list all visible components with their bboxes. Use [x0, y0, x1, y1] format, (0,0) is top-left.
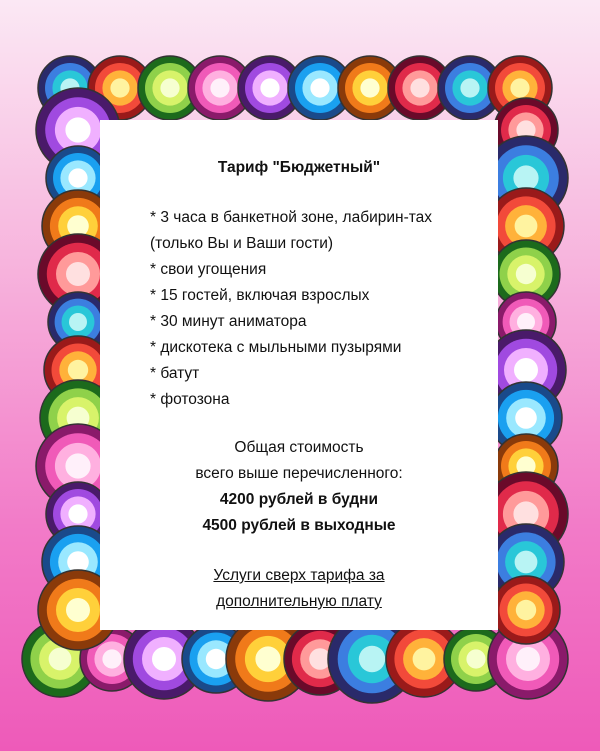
item-trampoline: * батут	[150, 365, 200, 382]
item-treats: * свои угощения	[150, 261, 267, 278]
item-banquet: * 3 часа в банкетной зоне, лабирин-тах	[150, 209, 433, 226]
item-photozone: * фотозона	[150, 391, 230, 408]
item-guests: * 15 гостей, включая взрослых	[150, 287, 370, 304]
bubble-41	[492, 576, 560, 644]
tariff-title: Тариф "Бюджетный"	[217, 159, 381, 176]
price-label: Общая стоимость	[234, 439, 364, 456]
price-weekend: 4500 рублей в выходные	[202, 517, 396, 534]
extra-services-note: Услуги сверх тарифа за	[213, 567, 385, 584]
tariff-card	[100, 120, 498, 630]
price-label-2: всего выше перечисленного:	[195, 465, 403, 482]
extra-services-note-2: дополнительную плату	[216, 593, 382, 610]
item-banquet-note: (только Вы и Ваши гости)	[150, 235, 334, 252]
item-animator: * 30 минут аниматора	[150, 313, 307, 330]
price-weekday: 4200 рублей в будни	[219, 491, 379, 508]
item-disco: * дискотека с мыльными пузырями	[150, 339, 402, 356]
